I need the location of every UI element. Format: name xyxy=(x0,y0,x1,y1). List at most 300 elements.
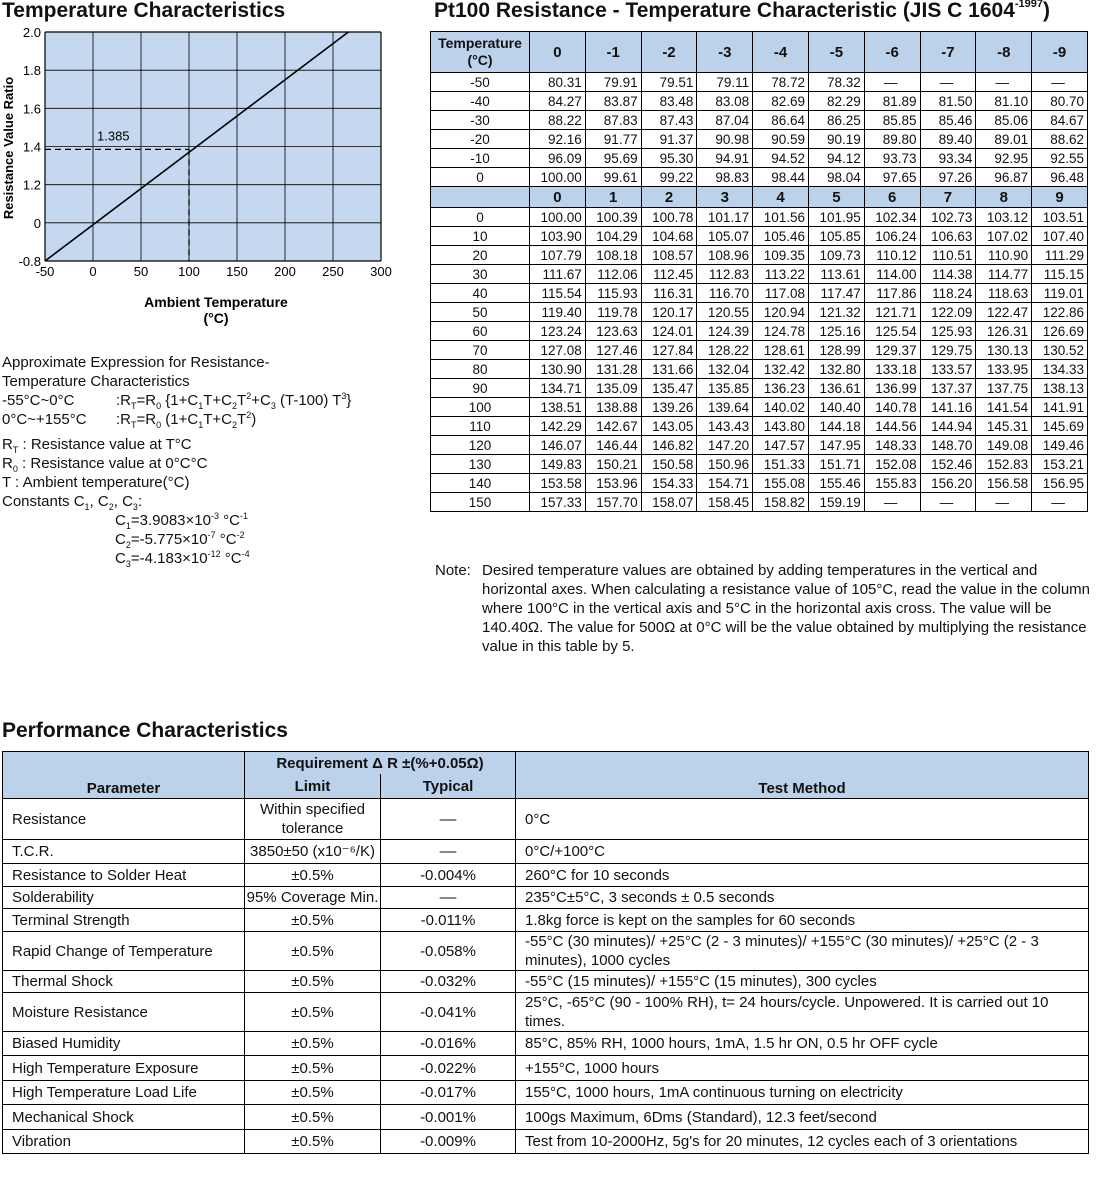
resistance-cell: 131.66 xyxy=(641,360,697,379)
resistance-cell: 101.56 xyxy=(753,208,809,227)
performance-row xyxy=(3,1032,1089,1056)
performance-row xyxy=(3,993,1089,1032)
resistance-cell: 153.96 xyxy=(585,474,641,493)
resistance-cell: 87.04 xyxy=(697,111,753,130)
resistance-cell: 123.63 xyxy=(585,322,641,341)
resistance-cell: 103.51 xyxy=(1032,208,1088,227)
table-row xyxy=(431,92,1088,111)
resistance-cell: 150.58 xyxy=(641,455,697,474)
resistance-cell: 147.20 xyxy=(697,436,753,455)
resistance-cell: 146.07 xyxy=(530,436,586,455)
resistance-cell: 79.11 xyxy=(697,73,753,92)
range-low: -55°C~0°C xyxy=(2,392,75,409)
resistance-cell: 130.13 xyxy=(976,341,1032,360)
x-tick-label: 200 xyxy=(274,264,296,279)
resistance-cell: 143.05 xyxy=(641,417,697,436)
row-temperature: 20 xyxy=(431,246,530,265)
row-temperature: 10 xyxy=(431,227,530,246)
resistance-cell: 148.70 xyxy=(920,436,976,455)
resistance-cell: 115.15 xyxy=(1032,265,1088,284)
performance-row xyxy=(3,1056,1089,1081)
table-section-title xyxy=(434,0,1050,22)
resistance-cell: 134.33 xyxy=(1032,360,1088,379)
resistance-cell: — xyxy=(976,493,1032,512)
resistance-cell: 105.85 xyxy=(808,227,864,246)
resistance-cell: 96.87 xyxy=(976,168,1032,187)
resistance-cell: 100.00 xyxy=(530,208,586,227)
resistance-cell: 106.24 xyxy=(864,227,920,246)
limit-cell: Within specified tolerance xyxy=(245,799,381,840)
resistance-cell: 122.47 xyxy=(976,303,1032,322)
resistance-cell: 78.72 xyxy=(753,73,809,92)
resistance-cell: 139.64 xyxy=(697,398,753,417)
resistance-cell: 113.22 xyxy=(753,265,809,284)
table-row xyxy=(431,360,1088,379)
resistance-cell: 133.95 xyxy=(976,360,1032,379)
resistance-cell: 143.43 xyxy=(697,417,753,436)
resistance-cell: 151.71 xyxy=(808,455,864,474)
row-temperature: -30 xyxy=(431,111,530,130)
limit-cell: ±0.5% xyxy=(245,1056,381,1081)
resistance-cell: 81.10 xyxy=(976,92,1032,111)
resistance-cell: 125.16 xyxy=(808,322,864,341)
test-method-cell: 0°C/+100°C xyxy=(516,840,1089,864)
performance-row xyxy=(3,1105,1089,1130)
resistance-cell: 104.29 xyxy=(585,227,641,246)
parameter-cell: Rapid Change of Temperature xyxy=(3,932,245,971)
resistance-cell: 91.77 xyxy=(585,130,641,149)
resistance-cell: — xyxy=(864,73,920,92)
resistance-cell: 94.12 xyxy=(808,149,864,168)
resistance-cell: 120.94 xyxy=(753,303,809,322)
resistance-cell: — xyxy=(976,73,1032,92)
y-tick-label: 0 xyxy=(33,215,41,231)
resistance-cell: 148.33 xyxy=(864,436,920,455)
resistance-cell: 107.40 xyxy=(1032,227,1088,246)
row-temperature: 80 xyxy=(431,360,530,379)
constant-c1: $C_1=3.9083\times 10^{-3}$ $^\circ C^{-1}$ xyxy=(115,511,248,531)
resistance-cell: 145.69 xyxy=(1032,417,1088,436)
resistance-cell: 141.54 xyxy=(976,398,1032,417)
resistance-cell: 135.09 xyxy=(585,379,641,398)
performance-row xyxy=(3,1130,1089,1154)
row-temperature: 0 xyxy=(431,208,530,227)
resistance-cell: 154.33 xyxy=(641,474,697,493)
resistance-cell: 149.46 xyxy=(1032,436,1088,455)
resistance-cell: 153.58 xyxy=(530,474,586,493)
table-row xyxy=(431,208,1088,227)
typical-cell: -0.009% xyxy=(381,1130,516,1154)
resistance-cell: 144.18 xyxy=(808,417,864,436)
resistance-cell: 144.94 xyxy=(920,417,976,436)
resistance-cell: 95.30 xyxy=(641,149,697,168)
typical-cell: -0.041% xyxy=(381,993,516,1032)
resistance-cell: 82.29 xyxy=(808,92,864,111)
table-row xyxy=(431,417,1088,436)
constant-c3: $C_3=-4.183\times 10^{-12}$ $^\circ C^{-4}$ xyxy=(115,549,250,569)
resistance-cell: 108.18 xyxy=(585,246,641,265)
resistance-cell: 79.91 xyxy=(585,73,641,92)
row-temperature: 30 xyxy=(431,265,530,284)
resistance-cell: 92.16 xyxy=(530,130,586,149)
temperature-characteristics-chart xyxy=(0,26,420,331)
resistance-cell: 120.17 xyxy=(641,303,697,322)
resistance-cell: 154.71 xyxy=(697,474,753,493)
limit-cell: 95% Coverage Min. xyxy=(245,887,381,909)
resistance-cell: 131.28 xyxy=(585,360,641,379)
row-temperature: 140 xyxy=(431,474,530,493)
note-label: Note: xyxy=(435,562,471,579)
resistance-cell: 108.57 xyxy=(641,246,697,265)
table-row xyxy=(431,130,1088,149)
resistance-cell: 89.40 xyxy=(920,130,976,149)
resistance-cell: 124.01 xyxy=(641,322,697,341)
resistance-cell: — xyxy=(920,73,976,92)
resistance-cell: 89.80 xyxy=(864,130,920,149)
resistance-cell: 132.04 xyxy=(697,360,753,379)
resistance-cell: 85.85 xyxy=(864,111,920,130)
resistance-cell: 136.99 xyxy=(864,379,920,398)
table-title-standard-year: -1997 xyxy=(1014,0,1044,10)
resistance-cell: 116.31 xyxy=(641,284,697,303)
resistance-cell: 110.12 xyxy=(864,246,920,265)
resistance-cell: 112.83 xyxy=(697,265,753,284)
table-row xyxy=(431,398,1088,417)
resistance-cell: 96.09 xyxy=(530,149,586,168)
resistance-cell: 87.83 xyxy=(585,111,641,130)
performance-row xyxy=(3,840,1089,864)
test-method-cell: +155°C, 1000 hours xyxy=(516,1056,1089,1081)
resistance-cell: 144.56 xyxy=(864,417,920,436)
expression-title-line1: Approximate Expression for Resistance- xyxy=(2,354,270,371)
resistance-cell: 118.24 xyxy=(920,284,976,303)
resistance-cell: 78.32 xyxy=(808,73,864,92)
resistance-cell: 135.47 xyxy=(641,379,697,398)
table-row xyxy=(431,246,1088,265)
typical-cell: –– xyxy=(381,799,516,840)
resistance-cell: 100.00 xyxy=(530,168,586,187)
resistance-cell: 120.55 xyxy=(697,303,753,322)
positive-header-blank xyxy=(431,187,530,208)
resistance-cell: 103.12 xyxy=(976,208,1032,227)
resistance-cell: 142.67 xyxy=(585,417,641,436)
resistance-cell: 158.45 xyxy=(697,493,753,512)
test-method-cell: 1.8kg force is kept on the samples for 60 seconds xyxy=(516,909,1089,932)
resistance-cell: — xyxy=(920,493,976,512)
limit-cell: ±0.5% xyxy=(245,909,381,932)
resistance-cell: 103.90 xyxy=(530,227,586,246)
resistance-cell: 109.35 xyxy=(753,246,809,265)
resistance-cell: 110.51 xyxy=(920,246,976,265)
range-high: 0°C~+155°C xyxy=(2,411,87,428)
limit-cell: ±0.5% xyxy=(245,993,381,1032)
row-temperature: -20 xyxy=(431,130,530,149)
resistance-cell: 111.29 xyxy=(1032,246,1088,265)
neg-col-header: -3 xyxy=(697,32,753,73)
table-row xyxy=(431,493,1088,512)
limit-cell: ±0.5% xyxy=(245,932,381,971)
neg-col-header: -5 xyxy=(808,32,864,73)
x-tick-label: 300 xyxy=(370,264,392,279)
resistance-cell: 147.95 xyxy=(808,436,864,455)
x-axis-label: Ambient Temperature xyxy=(144,294,288,310)
performance-section-title: Performance Characteristics xyxy=(2,719,288,742)
formula-high-range: 0°C~+155°C $:R_T=R_0$ $(1+C_1T+C_2T^2)$ xyxy=(2,410,257,430)
limit-cell: ±0.5% xyxy=(245,971,381,993)
performance-row xyxy=(3,971,1089,993)
resistance-cell: 97.26 xyxy=(920,168,976,187)
table-title-close: ) xyxy=(1043,0,1051,22)
resistance-cell: 159.19 xyxy=(808,493,864,512)
resistance-cell: 151.33 xyxy=(753,455,809,474)
resistance-cell: 99.22 xyxy=(641,168,697,187)
y-tick-label: 1.8 xyxy=(22,63,41,79)
resistance-cell: 156.95 xyxy=(1032,474,1088,493)
resistance-cell: 121.71 xyxy=(864,303,920,322)
table-note xyxy=(435,561,1095,656)
resistance-cell: 157.33 xyxy=(530,493,586,512)
resistance-cell: 106.63 xyxy=(920,227,976,246)
resistance-cell: 100.78 xyxy=(641,208,697,227)
resistance-cell: 119.01 xyxy=(1032,284,1088,303)
row-temperature: 110 xyxy=(431,417,530,436)
parameter-cell: T.C.R. xyxy=(3,840,245,864)
resistance-cell: 113.61 xyxy=(808,265,864,284)
resistance-cell: 152.83 xyxy=(976,455,1032,474)
resistance-cell: 92.55 xyxy=(1032,149,1088,168)
resistance-cell: 115.54 xyxy=(530,284,586,303)
approximate-expression xyxy=(2,353,351,568)
resistance-cell: 85.46 xyxy=(920,111,976,130)
limit-cell: ±0.5% xyxy=(245,1032,381,1056)
resistance-cell: 130.52 xyxy=(1032,341,1088,360)
resistance-cell: 84.27 xyxy=(530,92,586,111)
row-temperature: 70 xyxy=(431,341,530,360)
resistance-cell: 128.61 xyxy=(753,341,809,360)
pos-col-header: 1 xyxy=(585,187,641,208)
temperature-corner-header: Temperature (°C) xyxy=(431,32,530,73)
header-typical: Typical xyxy=(381,774,516,799)
resistance-cell: 143.80 xyxy=(753,417,809,436)
parameter-cell: High Temperature Load Life xyxy=(3,1081,245,1105)
resistance-cell: 81.50 xyxy=(920,92,976,111)
performance-row xyxy=(3,932,1089,971)
positive-header-row xyxy=(431,187,1088,208)
row-temperature: -10 xyxy=(431,149,530,168)
typical-cell: -0.032% xyxy=(381,971,516,993)
resistance-cell: 88.62 xyxy=(1032,130,1088,149)
pos-col-header: 2 xyxy=(641,187,697,208)
resistance-cell: 135.85 xyxy=(697,379,753,398)
resistance-cell: 149.08 xyxy=(976,436,1032,455)
resistance-cell: 158.07 xyxy=(641,493,697,512)
test-method-cell: 85°C, 85% RH, 1000 hours, 1mA, 1.5 hr ON, 0.5 hr OFF cycle xyxy=(516,1032,1089,1056)
resistance-cell: 156.58 xyxy=(976,474,1032,493)
performance-row xyxy=(3,1081,1089,1105)
pos-col-header: 4 xyxy=(753,187,809,208)
negative-header-row xyxy=(431,32,1088,73)
resistance-cell: 153.21 xyxy=(1032,455,1088,474)
table-row xyxy=(431,111,1088,130)
note-text: Desired temperature values are obtained by adding temperatures in the vertical and horizontal axes. When calculating a resistance value of 105°C, read the value in the column where 100°C in the vertical axis and 5°C in the horizontal axis cross. The value will be 140.40Ω. The value for 500Ω at 0°C will be the value obtained by multiplying the resistance value in this table by 5. xyxy=(482,562,1091,655)
resistance-cell: 112.06 xyxy=(585,265,641,284)
resistance-cell: 156.20 xyxy=(920,474,976,493)
resistance-cell: 83.87 xyxy=(585,92,641,111)
def-rt: $R_T$ : Resistance value at T°C xyxy=(2,436,192,455)
resistance-cell: 129.75 xyxy=(920,341,976,360)
parameter-cell: Mechanical Shock xyxy=(3,1105,245,1130)
resistance-cell: 132.80 xyxy=(808,360,864,379)
resistance-cell: 102.34 xyxy=(864,208,920,227)
resistance-cell: 125.93 xyxy=(920,322,976,341)
resistance-cell: 102.73 xyxy=(920,208,976,227)
table-row xyxy=(431,436,1088,455)
resistance-cell: 83.48 xyxy=(641,92,697,111)
resistance-cell: 98.44 xyxy=(753,168,809,187)
resistance-cell: 107.79 xyxy=(530,246,586,265)
performance-row xyxy=(3,864,1089,887)
resistance-cell: 126.69 xyxy=(1032,322,1088,341)
resistance-cell: 155.83 xyxy=(864,474,920,493)
typical-cell: -0.011% xyxy=(381,909,516,932)
y-tick-label: 2.0 xyxy=(22,26,41,40)
resistance-cell: 96.48 xyxy=(1032,168,1088,187)
limit-cell: ±0.5% xyxy=(245,1130,381,1154)
resistance-cell: 89.01 xyxy=(976,130,1032,149)
parameter-cell: Biased Humidity xyxy=(3,1032,245,1056)
row-temperature: 50 xyxy=(431,303,530,322)
pos-col-header: 5 xyxy=(808,187,864,208)
typical-cell: -0.017% xyxy=(381,1081,516,1105)
resistance-cell: 127.08 xyxy=(530,341,586,360)
row-temperature: 60 xyxy=(431,322,530,341)
typical-cell: -0.001% xyxy=(381,1105,516,1130)
expression-title-line2: Temperature Characteristics xyxy=(2,373,190,390)
row-temperature: 90 xyxy=(431,379,530,398)
resistance-cell: 137.37 xyxy=(920,379,976,398)
table-row xyxy=(431,303,1088,322)
resistance-cell: 122.09 xyxy=(920,303,976,322)
resistance-cell: 114.00 xyxy=(864,265,920,284)
resistance-cell: 128.99 xyxy=(808,341,864,360)
resistance-cell: 105.07 xyxy=(697,227,753,246)
resistance-cell: 119.78 xyxy=(585,303,641,322)
resistance-cell: 93.73 xyxy=(864,149,920,168)
resistance-cell: 127.84 xyxy=(641,341,697,360)
resistance-cell: 138.51 xyxy=(530,398,586,417)
resistance-cell: 99.61 xyxy=(585,168,641,187)
typical-cell: -0.022% xyxy=(381,1056,516,1081)
row-temperature: 120 xyxy=(431,436,530,455)
resistance-cell: — xyxy=(1032,73,1088,92)
resistance-cell: — xyxy=(1032,493,1088,512)
neg-col-header: -9 xyxy=(1032,32,1088,73)
resistance-cell: 132.42 xyxy=(753,360,809,379)
neg-col-header: 0 xyxy=(530,32,586,73)
test-method-cell: 100gs Maximum, 6Dms (Standard), 12.3 feet/second xyxy=(516,1105,1089,1130)
resistance-cell: 98.83 xyxy=(697,168,753,187)
row-temperature: 100 xyxy=(431,398,530,417)
test-method-cell: -55°C (15 minutes)/ +155°C (15 minutes), 300 cycles xyxy=(516,971,1089,993)
row-temperature: 130 xyxy=(431,455,530,474)
test-method-cell: Test from 10-2000Hz, 5g's for 20 minutes, 12 cycles each of 3 orientations xyxy=(516,1130,1089,1154)
table-title-main: Pt100 Resistance - Temperature Characteristic (JIS C 1604 xyxy=(434,0,1015,22)
def-r0: $R_0$ : Resistance value at 0°C°C xyxy=(2,455,208,474)
resistance-cell: 128.22 xyxy=(697,341,753,360)
resistance-cell: 124.78 xyxy=(753,322,809,341)
resistance-cell: 82.69 xyxy=(753,92,809,111)
table-row xyxy=(431,455,1088,474)
y-axis-label: Resistance Value Ratio xyxy=(1,76,16,220)
resistance-cell: 90.19 xyxy=(808,130,864,149)
resistance-cell: 137.75 xyxy=(976,379,1032,398)
resistance-cell: 84.67 xyxy=(1032,111,1088,130)
neg-col-header: -8 xyxy=(976,32,1032,73)
parameter-cell: Solderability xyxy=(3,887,245,909)
resistance-cell: 149.83 xyxy=(530,455,586,474)
resistance-cell: 105.46 xyxy=(753,227,809,246)
constants-label: Constants $C_1$, $C_2$, $C_3$: xyxy=(2,493,143,512)
table-row xyxy=(431,73,1088,92)
typical-cell: –– xyxy=(381,887,516,909)
parameter-cell: Terminal Strength xyxy=(3,909,245,932)
pos-col-header: 3 xyxy=(697,187,753,208)
resistance-cell: 140.02 xyxy=(753,398,809,417)
resistance-cell: 83.08 xyxy=(697,92,753,111)
test-method-cell: 260°C for 10 seconds xyxy=(516,864,1089,887)
y-tick-label: 1.6 xyxy=(22,101,41,117)
header-limit: Limit xyxy=(245,774,381,799)
resistance-cell: 152.08 xyxy=(864,455,920,474)
test-method-cell: 155°C, 1000 hours, 1mA continuous turning on electricity xyxy=(516,1081,1089,1105)
resistance-cell: 121.32 xyxy=(808,303,864,322)
chart-section-title: Temperature Characteristics xyxy=(2,0,286,22)
resistance-cell: 101.17 xyxy=(697,208,753,227)
resistance-cell: 87.43 xyxy=(641,111,697,130)
table-row xyxy=(431,149,1088,168)
resistance-cell: 136.23 xyxy=(753,379,809,398)
test-method-cell: -55°C (30 minutes)/ +25°C (2 - 3 minutes)/ +155°C (30 minutes)/ +25°C (2 - 3 minutes), 1000 cycles xyxy=(516,932,1089,971)
resistance-cell: 139.26 xyxy=(641,398,697,417)
resistance-cell: 133.18 xyxy=(864,360,920,379)
neg-col-header: -2 xyxy=(641,32,697,73)
resistance-cell: 114.77 xyxy=(976,265,1032,284)
resistance-cell: 80.70 xyxy=(1032,92,1088,111)
resistance-cell: 147.57 xyxy=(753,436,809,455)
table-row xyxy=(431,284,1088,303)
resistance-cell: 129.37 xyxy=(864,341,920,360)
resistance-cell: 115.93 xyxy=(585,284,641,303)
parameter-cell: Resistance to Solder Heat xyxy=(3,864,245,887)
resistance-cell: 146.82 xyxy=(641,436,697,455)
resistance-cell: 140.40 xyxy=(808,398,864,417)
resistance-cell: 127.46 xyxy=(585,341,641,360)
resistance-cell: 104.68 xyxy=(641,227,697,246)
test-method-cell: 235°C±5°C, 3 seconds ± 0.5 seconds xyxy=(516,887,1089,909)
resistance-cell: 145.31 xyxy=(976,417,1032,436)
constant-c2: $C_2=-5.775\times 10^{-7}$ $^\circ C^{-2}$ xyxy=(115,530,245,550)
test-method-cell: 25°C, -65°C (90 - 100% RH), t= 24 hours/cycle. Unpowered. It is carried out 10 times. xyxy=(516,993,1089,1032)
row-temperature: -50 xyxy=(431,73,530,92)
resistance-cell: 133.57 xyxy=(920,360,976,379)
row-temperature: 40 xyxy=(431,284,530,303)
x-tick-label: 100 xyxy=(178,264,200,279)
resistance-cell: 110.90 xyxy=(976,246,1032,265)
neg-col-header: -7 xyxy=(920,32,976,73)
x-tick-label: 250 xyxy=(322,264,344,279)
x-tick-label: 0 xyxy=(89,264,97,279)
resistance-cell: 123.24 xyxy=(530,322,586,341)
